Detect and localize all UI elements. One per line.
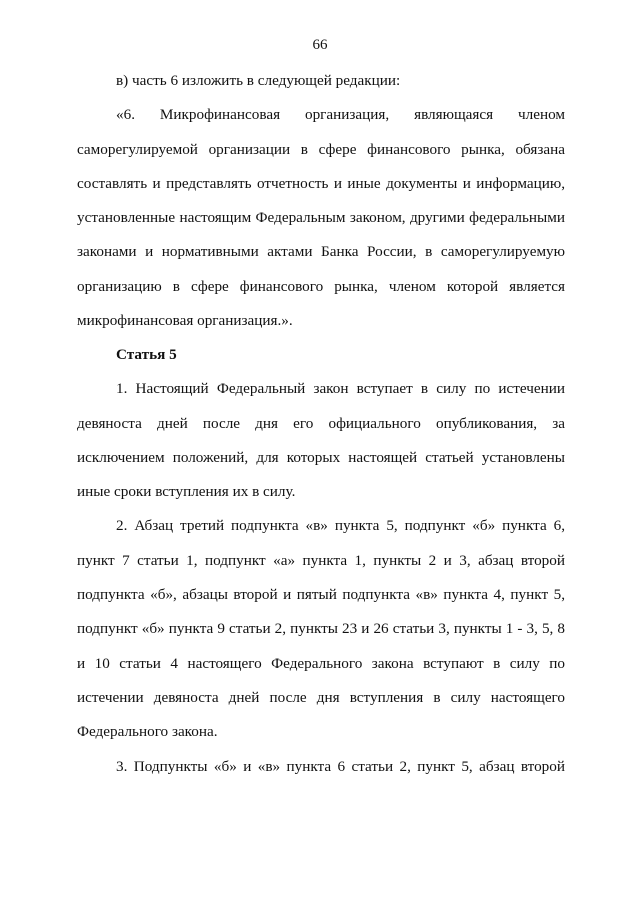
text-line: «6. Микрофинансовая организация, являющаяся членом (116, 106, 565, 124)
text-line: Федерального закона. (77, 723, 218, 741)
text-line: организацию в сфере финансового рынка, членом которой является (77, 277, 565, 295)
text-line: истечении девяноста дней после дня вступления в силу настоящего (77, 688, 565, 706)
text-line: и 10 статьи 4 настоящего Федерального закона вступают в силу по (77, 654, 565, 672)
text-line: подпункт «б» пункта 9 статьи 2, пункты 23 и 26 статьи 3, пункты 1 - 3, 5, 8 (77, 620, 565, 638)
text-line: 2. Абзац третий подпункта «в» пункта 5, подпункт «б» пункта 6, (116, 517, 565, 535)
text-line: установленные настоящим Федеральным законом, другими федеральными (77, 209, 565, 227)
text-line: пункт 7 статьи 1, подпункт «а» пункта 1, пункты 2 и 3, абзац второй (77, 551, 565, 569)
article-heading: Статья 5 (116, 346, 177, 363)
text-line: подпункта «б», абзацы второй и пятый подпункта «в» пункта 4, пункт 5, (77, 586, 565, 604)
text-line: исключением положений, для которых настоящей статьей установлены (77, 448, 565, 466)
text-line: микрофинансовая организация.». (77, 312, 293, 330)
article-block (77, 338, 565, 784)
text-line: 3. Подпункты «б» и «в» пункта 6 статьи 2, пункт 5, абзац второй (116, 757, 565, 775)
text-line: саморегулируемой организации в сфере финансового рынка, обязана (77, 140, 565, 158)
text-line: девяноста дней после дня его официального опубликования, за (77, 414, 565, 432)
text-line: составлять и представлять отчетность и иные документы и информацию, (77, 174, 565, 192)
page-number: 66 (312, 37, 328, 53)
amendment-block (77, 64, 565, 338)
text-line: в) часть 6 изложить в следующей редакции: (116, 72, 401, 89)
text-line: 1. Настоящий Федеральный закон вступает в силу по истечении (116, 380, 565, 398)
text-line: иные сроки вступления их в силу. (77, 483, 296, 501)
text-line: законами и нормативными актами Банка России, в саморегулируемую (77, 243, 565, 261)
